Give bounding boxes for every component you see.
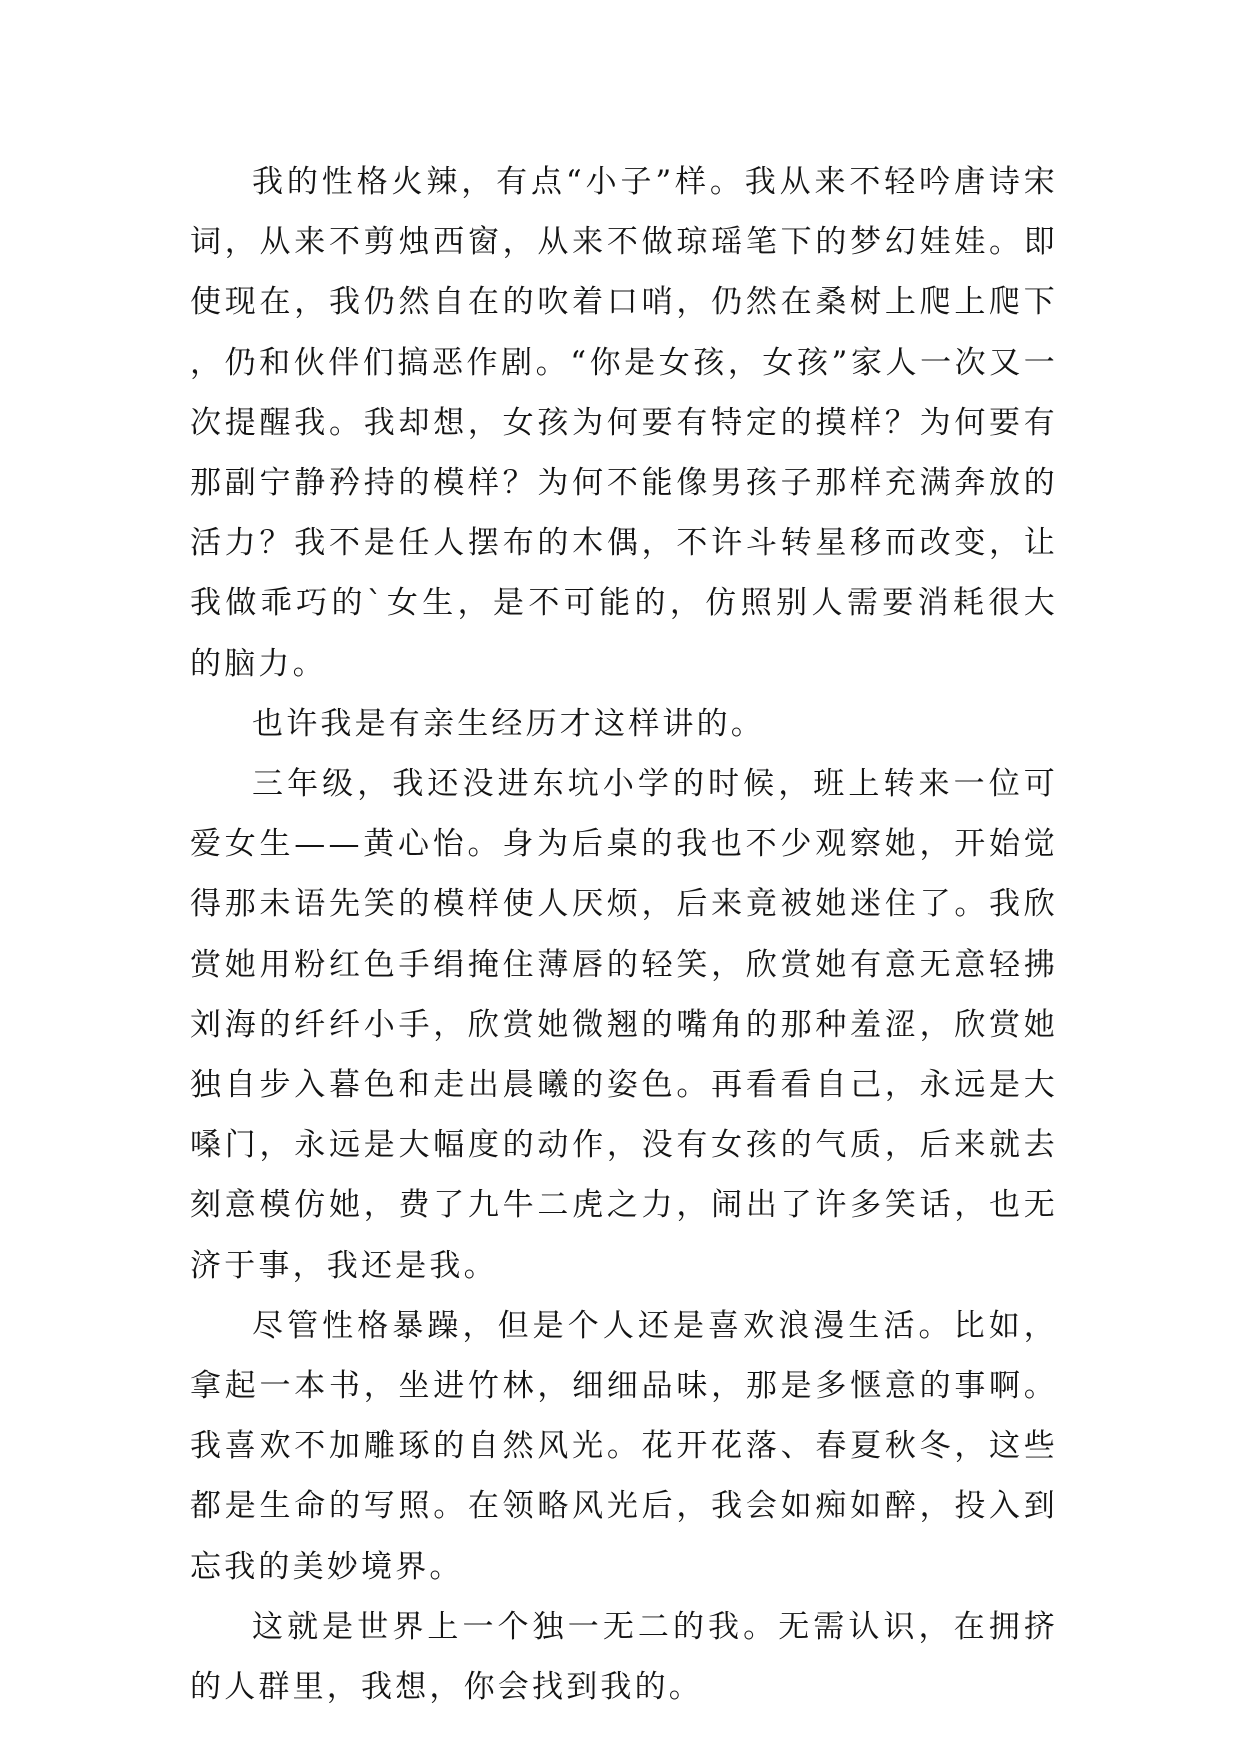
paragraph-5: 这就是世界上一个独一无二的我。无需认识，在拥挤的人群里，我想，你会找到我的。 [190,1608,1058,1706]
paragraph-3: 三年级，我还没进东坑小学的时候，班上转来一位可爱女生——黄心怡。身为后桌的我也不少观察她，开始觉得那未语先笑的模样使人厌烦，后来竟被她迷住了。我欣赏她用粉红色手绢掩住薄唇的轻笑，欣赏她有意无意轻拂刘海的纤纤小手，欣赏她微翘的嘴角的那种羞涩，欣赏她独自步入暮色和走出晨曦的姿色。再看看自己，永远是大嗓门，永远是大幅度的动作，没有女孩的气质，后来就去刻意模仿她，费了九牛二虎之力，闹出了许多笑话，也无济于事，我还是我。 [190,766,1058,1284]
paragraph-4: 尽管性格暴躁，但是个人还是喜欢浪漫生活。比如，拿起一本书，坐进竹林，细细品味，那是多惬意的事啊。我喜欢不加雕琢的自然风光。花开花落、春夏秋冬，这些都是生命的写照。在领略风光后，我会如痴如醉，投入到忘我的美妙境界。 [190,1307,1058,1585]
paragraph-2: 也许我是有亲生经历才这样讲的。 [252,705,765,742]
document-body [190,152,1058,1717]
paragraph-1: 我的性格火辣，有点“小子”样。我从来不轻吟唐诗宋词，从来不剪烛西窗，从来不做琼瑶笔下的梦幻娃娃。即使现在，我仍然自在的吹着口哨，仍然在桑树上爬上爬下，仍和伙伴们搞恶作剧。“你是女孩，女孩”家人一次又一次提醒我。我却想，女孩为何要有特定的摸样？为何要有那副宁静矜持的模样？为何不能像男孩子那样充满奔放的活力？我不是任人摆布的木偶，不许斗转星移而改变，让我做乖巧的`女生，是不可能的，仿照别人需要消耗很大的脑力。 [190,164,1058,682]
